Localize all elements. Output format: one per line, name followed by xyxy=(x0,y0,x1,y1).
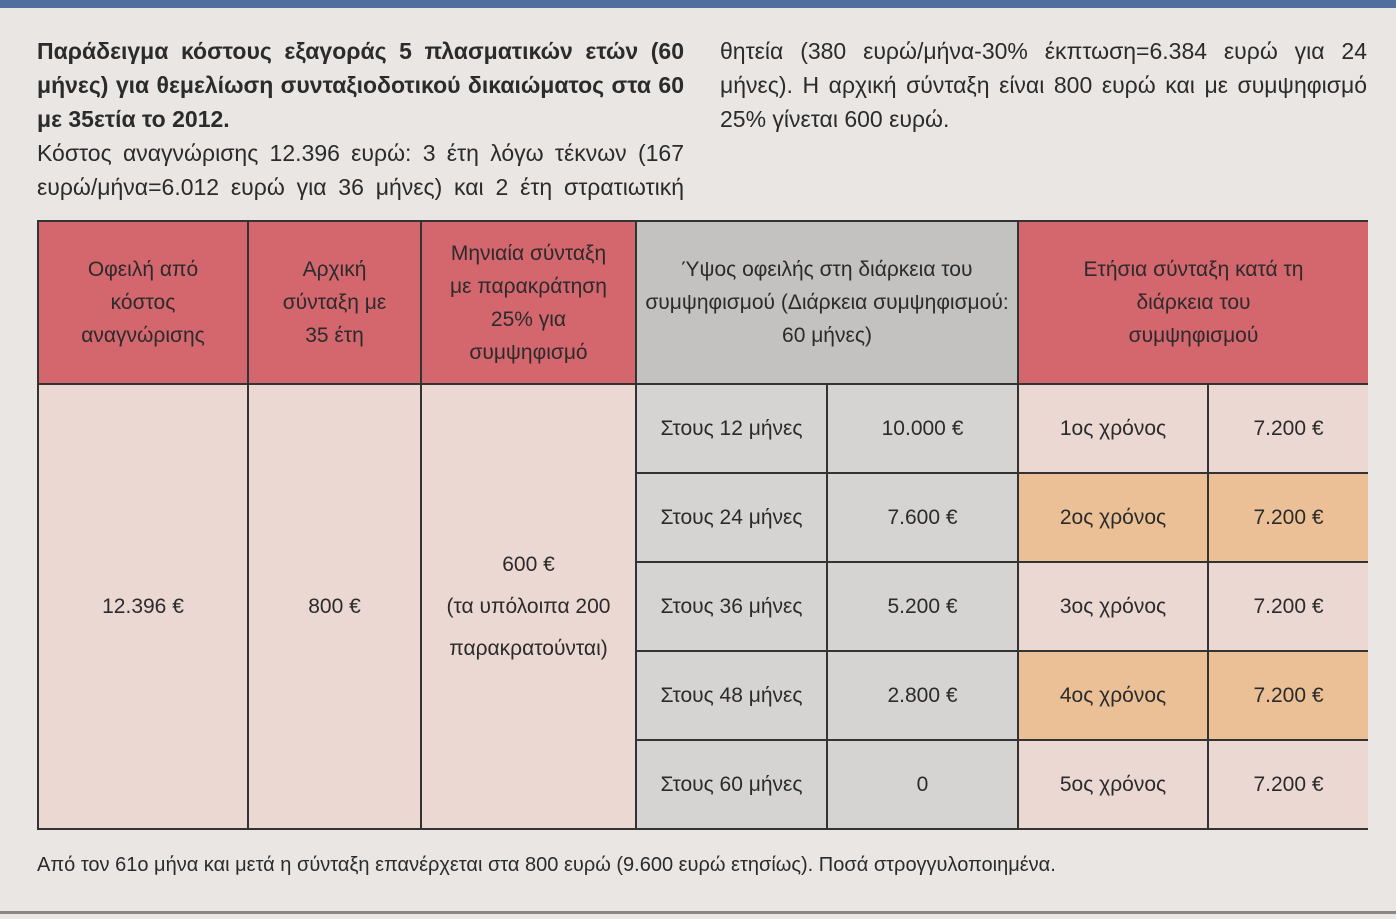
pension-table xyxy=(37,220,1368,830)
pension-year-2: 2ος χρόνος xyxy=(1019,474,1209,563)
pension-year-4: 4ος χρόνος xyxy=(1019,652,1209,741)
bottom-rule xyxy=(0,911,1396,914)
initial-pension-value: 800 € xyxy=(249,385,422,828)
debt-period-2: Στους 24 μήνες xyxy=(637,474,828,563)
pension-year-1: 1ος χρόνος xyxy=(1019,385,1209,474)
debt-period-4: Στους 48 μήνες xyxy=(637,652,828,741)
monthly-amount: 600 € xyxy=(502,552,555,576)
header-annual-pension: Ετήσια σύνταξη κατά τη διάρκεια του συμψηφισμού xyxy=(1019,222,1368,385)
monthly-pension-cell xyxy=(422,385,637,828)
monthly-note: (τα υπόλοιπα 200 παρακρατούνται) xyxy=(446,594,611,660)
debt-period-5: Στους 60 μήνες xyxy=(637,741,828,828)
header-debt: Οφειλή από κόστος αναγνώρισης xyxy=(39,222,249,385)
debt-amount-1: 10.000 € xyxy=(828,385,1019,474)
debt-amount-2: 7.600 € xyxy=(828,474,1019,563)
pension-amount-4: 7.200 € xyxy=(1209,652,1368,741)
header-debt-during-offset: Ύψος οφειλής στη διάρκεια του συμψηφισμού (Διάρκεια συμψηφισμού: 60 μήνες) xyxy=(637,222,1019,385)
intro-body: Κόστος αναγνώρισης 12.396 ευρώ: 3 έτη λόγω τέκνων (167 ευρώ/μήνα=6.012 ευρώ για 36 μήνες) και 2 έτη στρατιωτική θητεία (380 ευρώ/μήνα-30% έκπτωση=6.384 ευρώ για 24 μήνες). Η αρχική σύνταξη είναι 800 ευρώ και με συμψηφισμό 25% γίνεται 600 ευρώ. xyxy=(37,38,1367,200)
debt-value: 12.396 € xyxy=(39,385,249,828)
intro-title: Παράδειγμα κόστους εξαγοράς 5 πλασματικών ετών (60 μήνες) για θεμελίωση συνταξιοδοτικού δικαιώματος στα 60 με 35ετία το 2012. xyxy=(37,38,684,132)
debt-amount-3: 5.200 € xyxy=(828,563,1019,652)
footer-note: Από τον 61ο μήνα και μετά η σύνταξη επανέρχεται στα 800 ευρώ (9.600 ευρώ ετησίως). Ποσά στρογγυλοποιημένα. xyxy=(37,854,1056,876)
debt-amount-5: 0 xyxy=(828,741,1019,828)
intro-text xyxy=(37,34,1367,204)
debt-period-1: Στους 12 μήνες xyxy=(637,385,828,474)
debt-amount-4: 2.800 € xyxy=(828,652,1019,741)
pension-amount-3: 7.200 € xyxy=(1209,563,1368,652)
top-color-bar xyxy=(0,0,1396,8)
debt-period-3: Στους 36 μήνες xyxy=(637,563,828,652)
pension-year-3: 3ος χρόνος xyxy=(1019,563,1209,652)
header-initial-pension: Αρχική σύνταξη με 35 έτη xyxy=(249,222,422,385)
pension-amount-5: 7.200 € xyxy=(1209,741,1368,828)
pension-year-5: 5ος χρόνος xyxy=(1019,741,1209,828)
pension-amount-2: 7.200 € xyxy=(1209,474,1368,563)
pension-amount-1: 7.200 € xyxy=(1209,385,1368,474)
header-monthly-pension: Μηνιαία σύνταξη με παρακράτηση 25% για συμψηφισμό xyxy=(422,222,637,385)
